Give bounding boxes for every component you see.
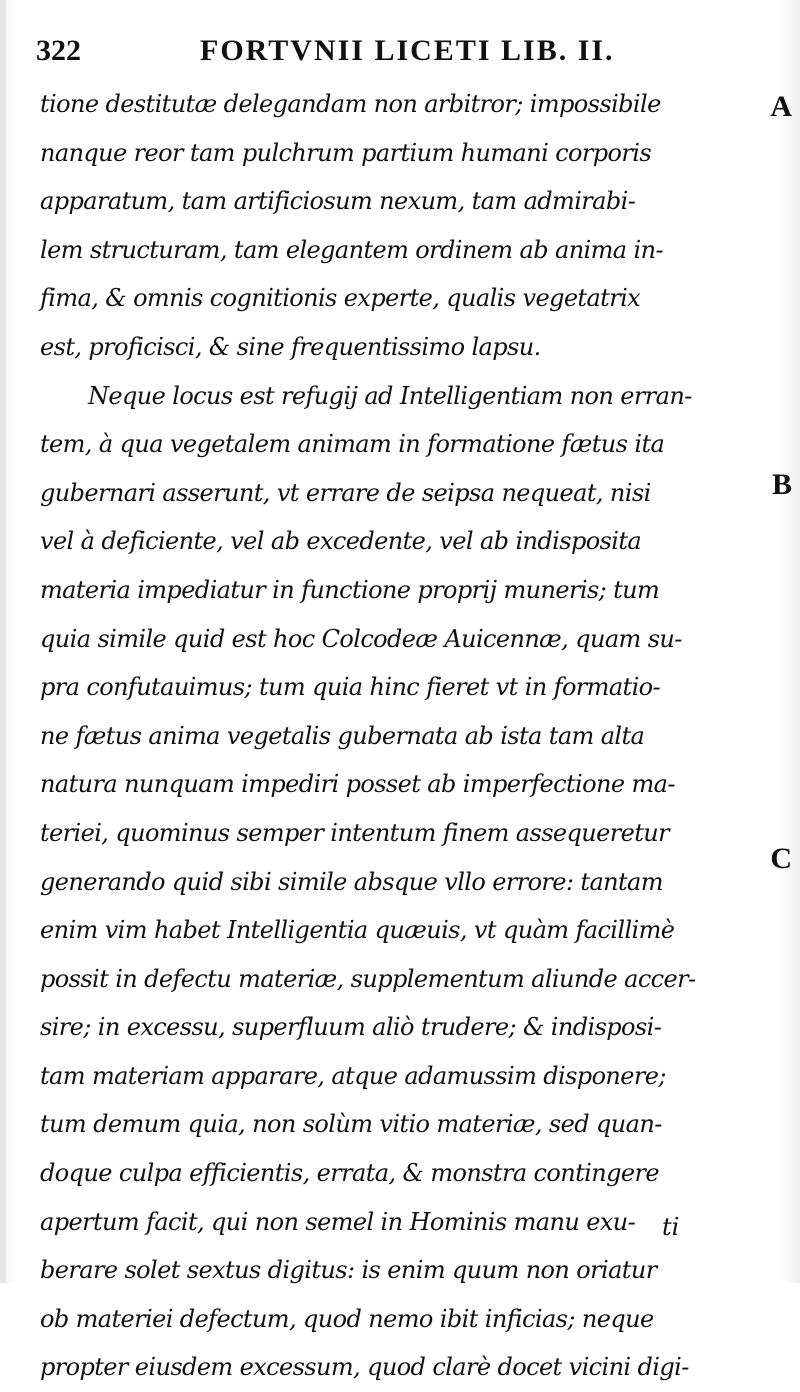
- text-line: tam materiam apparare, atque adamussim disponere;: [40, 1061, 666, 1090]
- text-line: generando quid sibi simile absque vllo errore: tantam: [40, 867, 663, 896]
- text-line: propter eiusdem excessum, quod clarè docet vicini digi-: [40, 1353, 689, 1382]
- margin-section-letter-c: C: [770, 842, 792, 875]
- text-line: apparatum, tam artificiosum nexum, tam admirabi-: [40, 187, 636, 216]
- text-line: pra confutauimus; tum quia hinc fieret vt in formatio-: [40, 673, 661, 702]
- page-number: 322: [36, 34, 81, 67]
- body-text: [40, 80, 735, 1392]
- text-line: quia simile quid est hoc Colcodeæ Auicennæ, quam su-: [40, 624, 682, 653]
- text-line: fima, & omnis cognitionis experte, qualis vegetatrix: [40, 284, 641, 313]
- left-page-edge: [0, 0, 6, 1283]
- text-line: berare solet sextus digitus: is enim quum non oriatur: [40, 1256, 657, 1285]
- page-header: [30, 30, 730, 80]
- text-line: ne fætus anima vegetalis gubernata ab ista tam alta: [40, 721, 645, 750]
- text-line: materia impediatur in functione proprij muneris; tum: [40, 575, 660, 604]
- text-line: doque culpa efficientis, errata, & monstra contingere: [40, 1159, 659, 1188]
- text-line: possit in defectu materiæ, supplementum aliunde accer-: [40, 964, 696, 993]
- text-line: sire; in excessu, superfluum aliò trudere; & indisposi-: [40, 1013, 662, 1042]
- text-line: nanque reor tam pulchrum partium humani corporis: [40, 138, 652, 167]
- text-line: tem, à qua vegetalem animam in formatione fætus ita: [40, 430, 665, 459]
- text-line: enim vim habet Intelligentia quæuis, vt quàm facillimè: [40, 916, 675, 945]
- text-line: gubernari asserunt, vt errare de seipsa nequeat, nisi: [40, 478, 651, 507]
- text-line: teriei, quominus semper intentum finem assequeretur: [40, 818, 669, 847]
- text-line: tum demum quia, non solùm vitio materiæ, sed quan-: [40, 1110, 662, 1139]
- text-line: ob materiei defectum, quod nemo ibit inficias; neque: [40, 1304, 654, 1333]
- text-line: apertum facit, qui non semel in Hominis manu exu-: [40, 1207, 636, 1236]
- text-line: natura nunquam impediri posset ab imperfectione ma-: [40, 770, 675, 799]
- catchword: ti: [662, 1213, 680, 1241]
- margin-section-letter-a: A: [770, 90, 792, 123]
- paragraph-start-line: Neque locus est refugij ad Intelligentiam non erran-: [88, 381, 692, 410]
- margin-section-letter-b: B: [771, 468, 792, 501]
- text-line: tione destitutæ delegandam non arbitror; impossibile: [40, 90, 661, 118]
- text-line: est, proficisci, & sine frequentissimo lapsu.: [40, 332, 541, 361]
- text-line: lem structuram, tam elegantem ordinem ab anima in-: [40, 235, 663, 264]
- text-line: vel à deficiente, vel ab excedente, vel ab indisposita: [40, 527, 642, 556]
- running-title: FORTVNII LICETI LIB. II.: [200, 34, 615, 67]
